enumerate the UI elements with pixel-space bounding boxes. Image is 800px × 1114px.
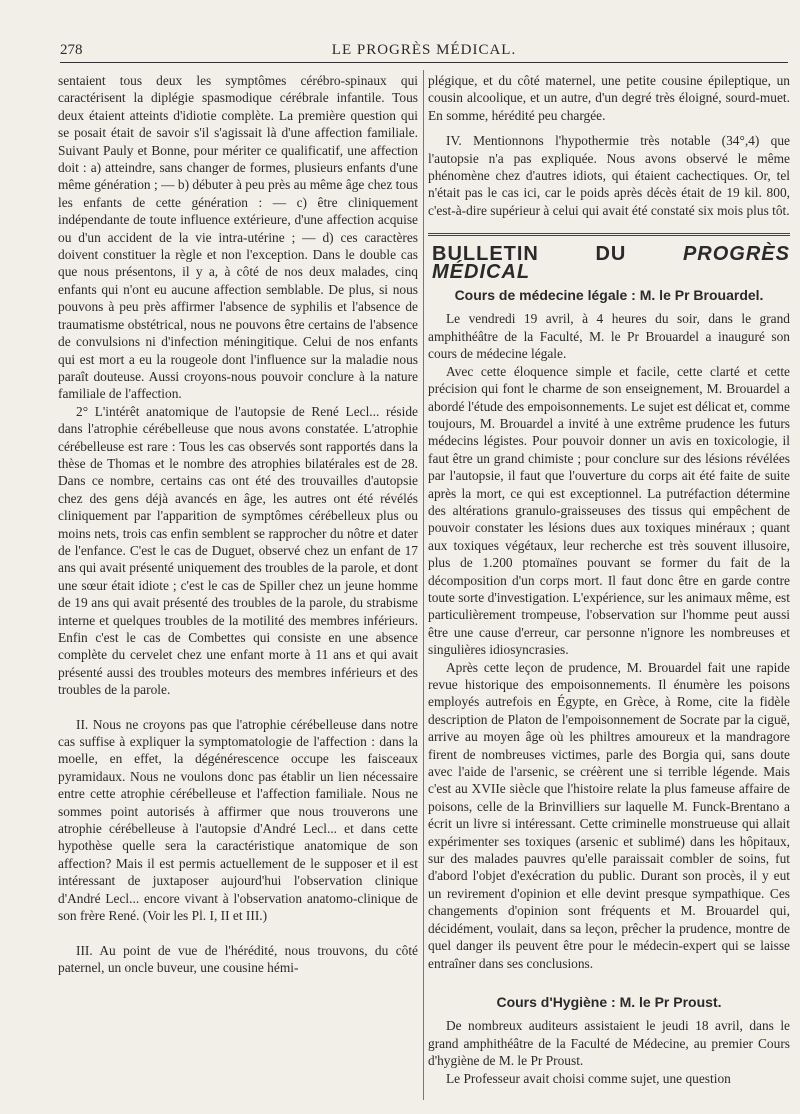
journal-title: LE PROGRÈS MÉDICAL.: [331, 42, 517, 58]
page-header: [60, 40, 788, 62]
course-heading-hygiene: Cours d'Hygiène : M. le Pr Proust.: [496, 993, 722, 1010]
left-column: [58, 72, 418, 976]
column-divider: [423, 70, 424, 1100]
paragraph: 2° L'intérêt anatomique de l'autopsie de René Lecl... réside dans l'atrophie cérébelleuse que nous avons constatée. L'atrophie cérébelleuse est rare : Tous les cas observés sont rapportés dans la thèse de Thomas et le nombre des atrophies bilatérales est de 28. Dans ce nombre, certains cas ont été des trouvailles d'autopsie chez des gens déjà avancés en âge, les autres ont été révélés cliniquement par l'apparition de symptômes cérébelleux plus ou moins nets, trois cas enfin semblent se rapprocher du nôtre et dater de l'enfance. C'est le cas de Duguet, observé chez un enfant de 17 ans qui avait présenté uniquement des troubles de la parole, et dont une sœur était idiote ; c'est le cas de Spiller chez un jeune homme de 19 ans qui avait présenté des troubles de la parole, du strabisme interne et quelques troubles de la motilité des membres inférieurs. Enfin c'est le cas de Combettes qui consiste en une absence complète du cervelet chez une enfant morte à 11 ans et qui avait présenté aussi des troubles moteurs des membres inférieurs et des troubles de la parole.: [58, 403, 418, 698]
course-heading-medecine-legale: Cours de médecine légale : M. le Pr Brouardel.: [454, 287, 764, 304]
header-rule: [60, 62, 788, 63]
paragraph: sentaient tous deux les symptômes cérébro-spinaux qui caractérisent la diplégie spasmodique cérébrale infantile. Tous deux étaient atteints d'idiotie complète. La première question qui se posait était de savoir s'il s'agissait là d'une affection familiale. Suivant Pauly et Bonne, pour mériter ce qualificatif, une affection doit : a) atteindre, sans changer de formes, plusieurs enfants d'une même génération ; — b) débuter à peu près au même âge chez tous les enfants de cette génération : — c) être cliniquement indépendante de toute influence extérieure, d'une affection acquise ou d'un accident de la vie intra-utérine ; — d) ces caractères doivent constituer la règle et non l'exception. Dans le double cas que nous présentons, il y a, à côté de nos deux malades, cinq enfants qui n'ont eu aucune affection semblable. De plus, si nous pouvons à peu près affirmer l'absence de syphilis et l'absence de traumatisme obstétrical, nous ne pouvons être certains de l'absence de convulsions ni d'infection méningitique. Celui de nos enfants qui est mort a eu la rougeole dont l'influence sur la maladie nous paraît douteuse. Aussi croyons-nous pouvoir conclure à la nature familiale de l'affection.: [58, 73, 418, 402]
bulletin-title: BULLETIN DU PROGRÈS MÉDICAL: [432, 243, 790, 283]
paragraph: Le vendredi 19 avril, à 4 heures du soir, dans le grand amphithéâtre de la Faculté, M. le Pr Brouardel a inauguré son cours de médecine légale.: [428, 311, 790, 362]
paragraph: De nombreux auditeurs assistaient le jeudi 18 avril, dans le grand amphithéâtre de la Faculté de Médecine, au premier Cours d'hygiène de M. le Pr Proust.: [428, 1018, 790, 1069]
section-rule: [428, 233, 790, 236]
page-number: 278: [60, 42, 83, 58]
paragraph: Le Professeur avait choisi comme sujet, une question: [446, 1070, 731, 1086]
paragraph: plégique, et du côté maternel, une petite cousine épileptique, un cousin alcoolique, et un autre, d'un degré très éloigné, sourd-muet. En somme, hérédité peu chargée.: [428, 73, 790, 123]
paragraph: II. Nous ne croyons pas que l'atrophie cérébelleuse dans notre cas suffise à expliquer la symptomatologie de l'affection : dans la moelle, en effet, la dégénérescence occupe les faisceaux pyramidaux. Nous ne voulons donc pas établir un lien nécessaire entre cette atrophie cérébelleuse et l'affection familiale. Nous ne sommes point autorisés à affirmer que nous trouverons une atrophie cérébelleuse à l'autopsie d'André Lecl... et dans cette hypothèse quelle sera la caractéristique anatomique de son affection? Mais il est permis actuellement de le supposer et il est intéressant de juxtaposer aujourd'hui l'observation clinique d'André Lecl... encore vivant à l'observation anatomo-clinique de son frère René. (Voir les Pl. I, II et III.): [58, 716, 418, 924]
paragraph: Après cette leçon de prudence, M. Brouardel fait une rapide revue historique des empoisonnements. Il énumère les poisons employés autrefois en Égypte, en Grèce, à Rome, cite la fidèle description de Platon de l'empoisonnement de Socrate par la ciguë, arrive au moyen âge où les philtres amoureux et la mandragore firent de nombreuses victimes, parle des Borgia qui, sans doute avec l'aide de l'arsenic, se créèrent une si terrible légende. Mais c'est au XVIIe siècle que l'histoire relate la plus fameuse affaire de poisons, celle de la Brinvilliers sur laquelle M. Funck-Brentano a écrit un livre si intéressant. Cette criminelle monstrueuse qui allait expérimenter ses toxiques (arsenic et sublimé) dans les hôpitaux, sur des malades pauvres qu'elle paraissait combler de soins, fut d'abord l'objet d'exécration du public. Durant son procès, il y eut un revirement d'opinion et elle devint presque sympathique. Ces changements d'opinion sont fréquents et M. Brouardel qui, décidément, voulait, dans sa leçon, prêcher la prudence, montre de quel danger ils peuvent être pour le médecin-expert qui se laisse entraîner dans ses conclusions.: [428, 659, 790, 971]
paragraph: III. Au point de vue de l'hérédité, nous trouvons, du côté paternel, un oncle buveur, une cousine hémi-: [58, 942, 418, 975]
right-column: [428, 72, 790, 1087]
paragraph: IV. Mentionnons l'hypothermie très notable (34°,4) que l'autopsie n'a pas expliquée. Nous avons observé le même phénomène chez d'autres idiots, qui étaient cachectiques. Or, tel n'était pas le cas ici, car le poids après décès était de 19 kil. 800, c'est-à-dire supérieur à celui qui avait été constaté six mois plus tôt.: [428, 133, 790, 218]
paragraph: Avec cette éloquence simple et facile, cette clarté et cette précision qui font le charme de son enseignement, M. Brouardel a abordé l'étude des empoisonnements. Le sujet est délicat et, comme toujours, M. Brouardel a invité à une extrême prudence les futurs médecins légistes. Pour pouvoir donner un avis en toxicologie, il faut être un grand chimiste ; pour conclure sur des lésions révélées par l'autopsie, il faut que l'ouverture du corps ait été faite de suite après la mort, ce qui est exceptionnel. La putréfaction détermine des altérations granulo-graisseuses des tissus qui empêchent de pouvoir constater les lésions dues aux toxiques minéraux ; quant aux toxiques végétaux, leur recherche est très souvent illusoire, plus de 1.200 ptomaïnes pouvant se former du fait de la décomposition d'un corps mort. Il faut donc être en garde contre toute sorte d'investigation. L'expérience, sur les animaux même, est particulièrement trompeuse, l'observation sur l'homme peut aussi être une cause d'erreur, car personne n'ignore les nombreuses et singulières idiosyncrasies.: [428, 363, 790, 658]
